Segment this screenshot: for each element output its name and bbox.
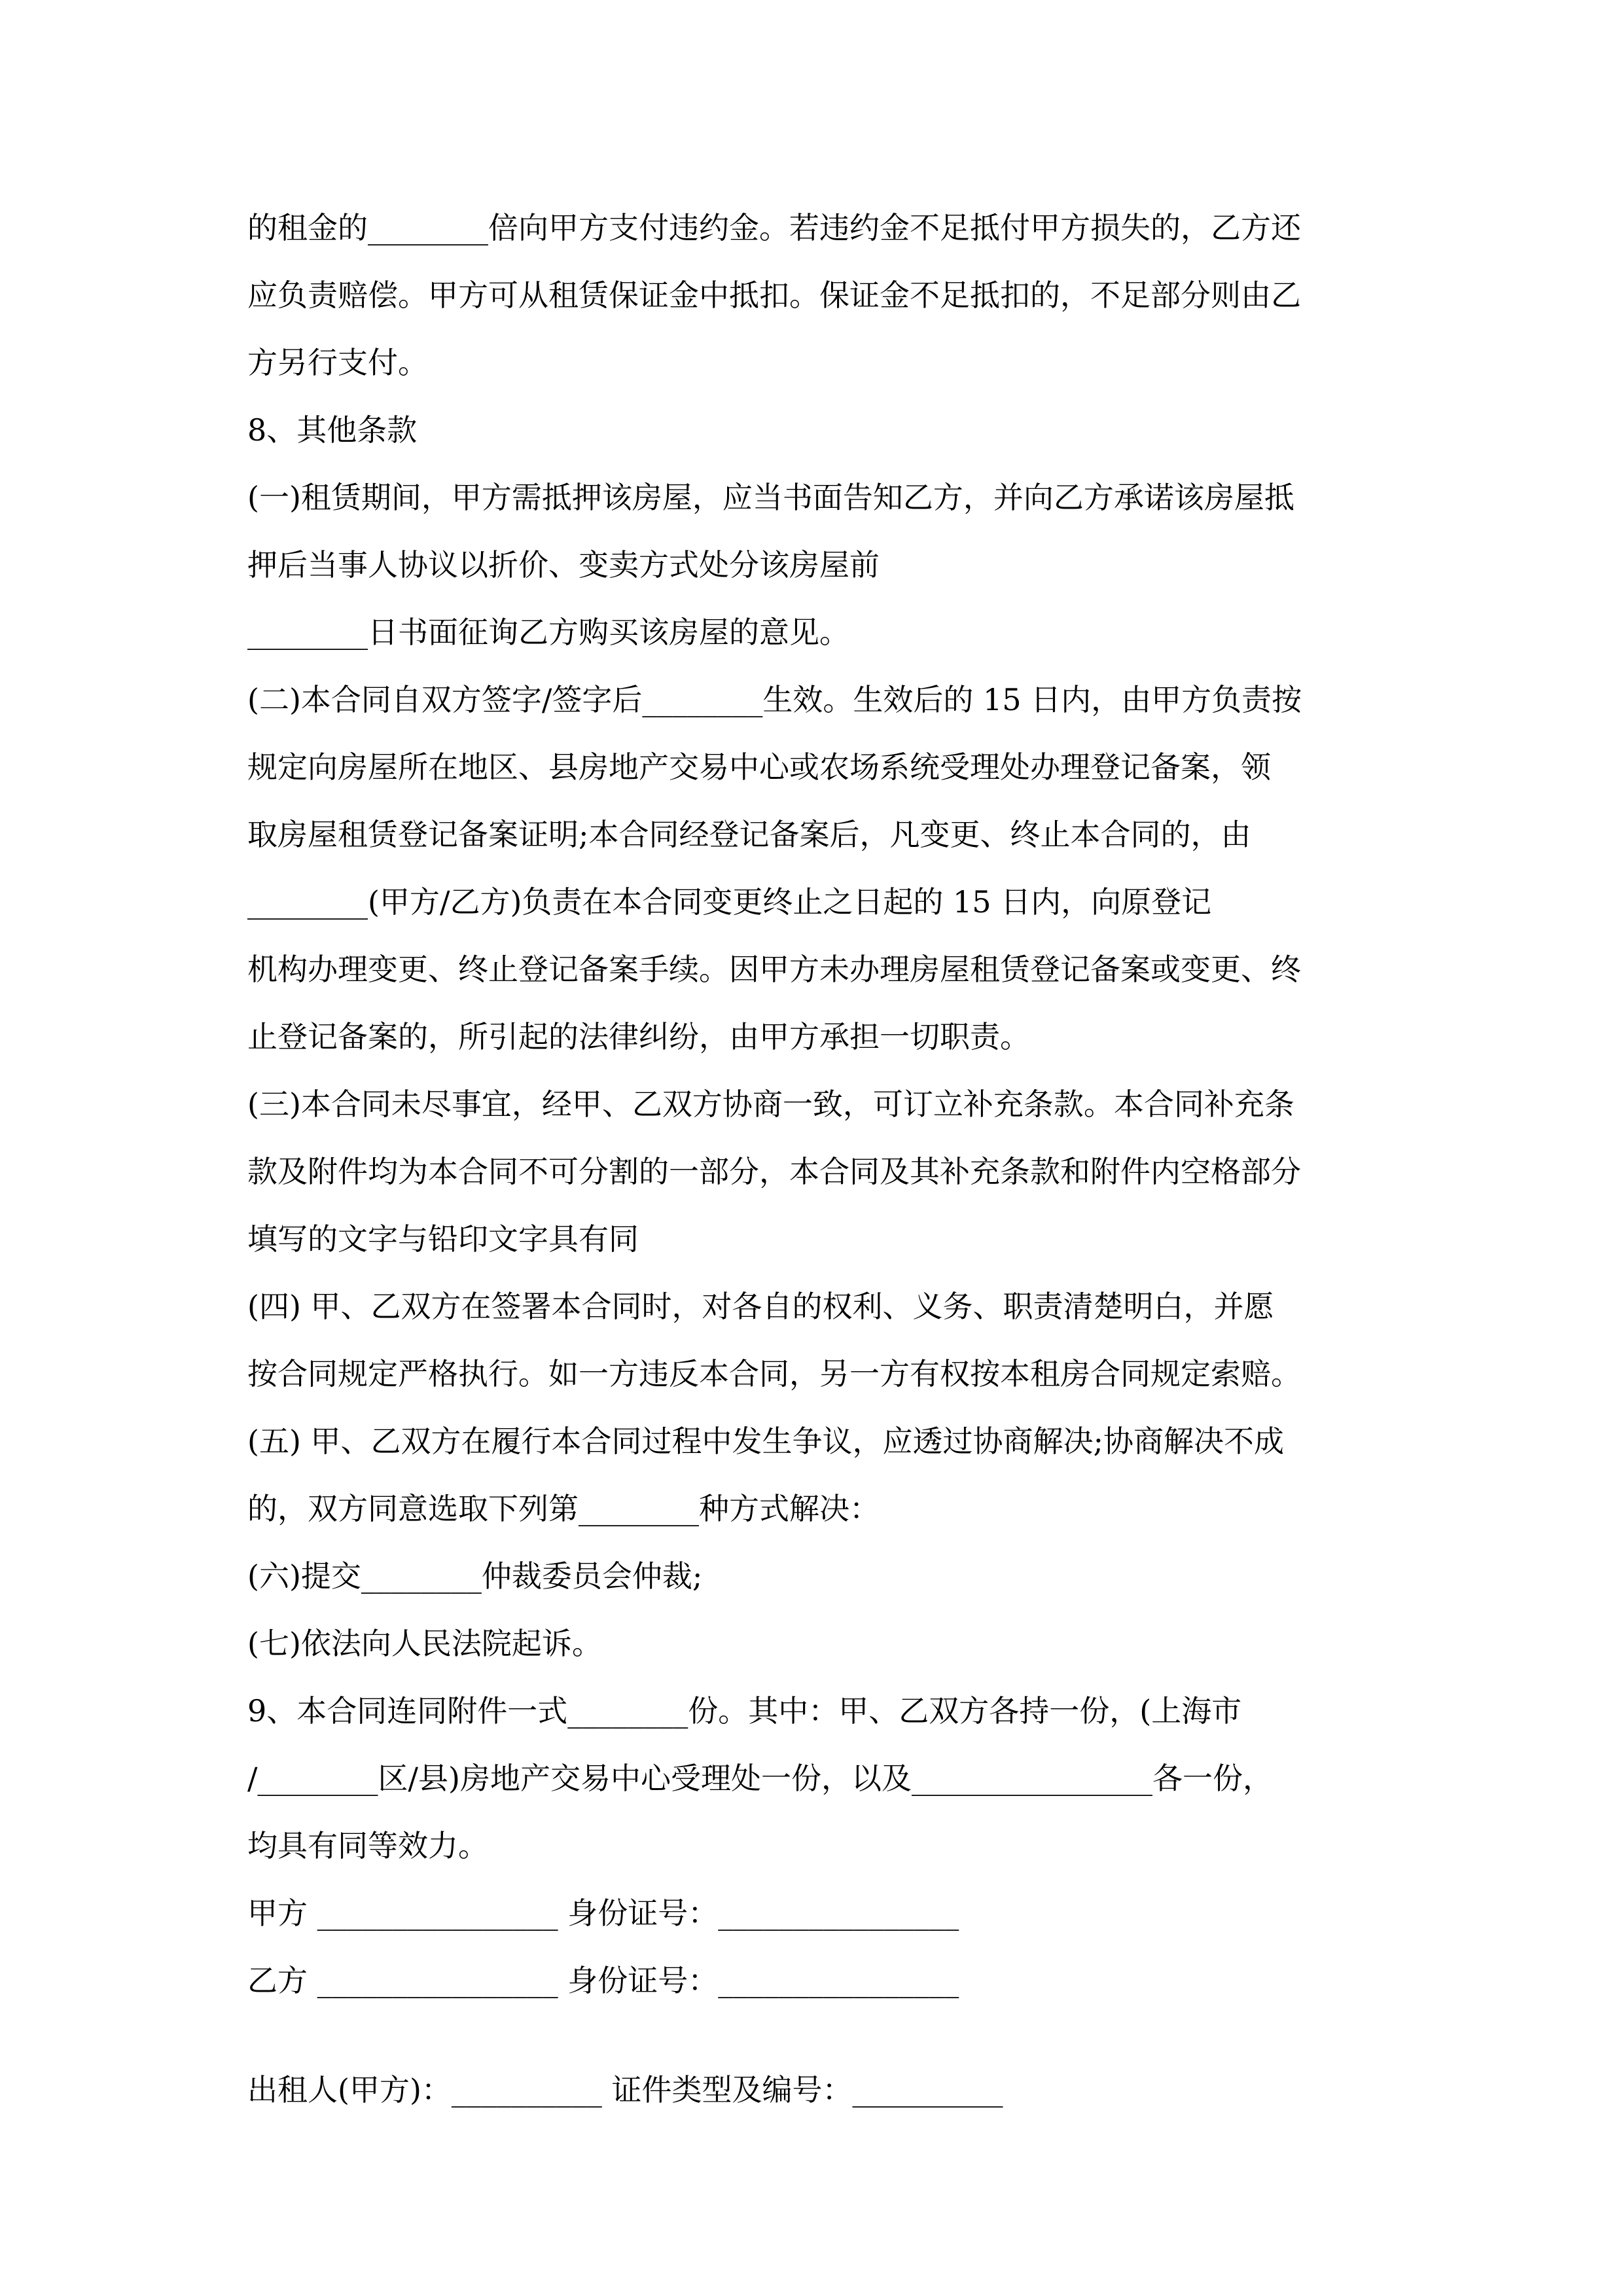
contract-line: 押后当事人协议以折价、变卖方式处分该房屋前: [247, 547, 880, 583]
contract-line: (七)依法向人民法院起诉。: [247, 1626, 602, 1661]
contract-line: (三)本合同未尽事宜，经甲、乙双方协商一致，可订立补充条款。本合同补充条: [247, 1086, 1294, 1122]
contract-line: 9、本合同连同附件一式________份。其中：甲、乙双方各持一份，(上海市: [247, 1693, 1242, 1729]
contract-line: ________(甲方/乙方)负责在本合同变更终止之日起的 15 日内，向原登记: [247, 884, 1212, 920]
section-heading: 8、其他条款: [247, 412, 418, 448]
contract-line: 按合同规定严格执行。如一方违反本合同，另一方有权按本租房合同规定索赔。: [247, 1356, 1301, 1391]
contract-line: (四) 甲、乙双方在签署本合同时，对各自的权利、义务、职责清楚明白，并愿: [247, 1289, 1274, 1324]
signature-line-party-a: 甲方 ________________ 身份证号：________________: [247, 1895, 959, 1931]
contract-line: 的租金的________倍向甲方支付违约金。若违约金不足抵付甲方损失的，乙方还: [247, 210, 1301, 245]
contract-line: (六)提交________仲裁委员会仲裁;: [247, 1558, 703, 1594]
contract-line: 的，双方同意选取下列第________种方式解决：: [247, 1491, 880, 1526]
contract-line: /________区/县)房地产交易中心受理处一份，以及________________各一份，: [247, 1761, 1273, 1796]
contract-line: (五) 甲、乙双方在履行本合同过程中发生争议，应透过协商解决;协商解决不成: [247, 1424, 1285, 1459]
contract-line: 规定向房屋所在地区、县房地产交易中心或农场系统受理处办理登记备案，领: [247, 749, 1271, 785]
contract-line: 取房屋租赁登记备案证明;本合同经登记备案后，凡变更、终止本合同的，由: [247, 817, 1251, 852]
contract-line: 机构办理变更、终止登记备案手续。因甲方未办理房屋租赁登记备案或变更、终: [247, 952, 1301, 987]
contract-line: 款及附件均为本合同不可分割的一部分，本合同及其补充条款和附件内空格部分: [247, 1154, 1301, 1189]
contract-line: ________日书面征询乙方购买该房屋的意见。: [247, 615, 849, 650]
contract-line: (二)本合同自双方签字/签字后________生效。生效后的 15 日内，由甲方负责按: [247, 682, 1302, 717]
contract-line: 均具有同等效力。: [247, 1828, 488, 1863]
contract-line: (一)租赁期间，甲方需抵押该房屋，应当书面告知乙方，并向乙方承诺该房屋抵: [247, 480, 1294, 515]
signature-line-party-b: 乙方 ________________ 身份证号：________________: [247, 1963, 959, 1998]
contract-line: 填写的文字与铅印文字具有同: [247, 1221, 639, 1257]
lessor-signature-line: 出租人(甲方)：__________ 证件类型及编号：__________: [247, 2072, 1003, 2108]
contract-line: 止登记备案的，所引起的法律纠纷，由甲方承担一切职责。: [247, 1019, 1030, 1054]
contract-line: 方另行支付。: [247, 345, 428, 380]
contract-line: 应负责赔偿。甲方可从租赁保证金中抵扣。保证金不足抵扣的，不足部分则由乙: [247, 278, 1301, 313]
